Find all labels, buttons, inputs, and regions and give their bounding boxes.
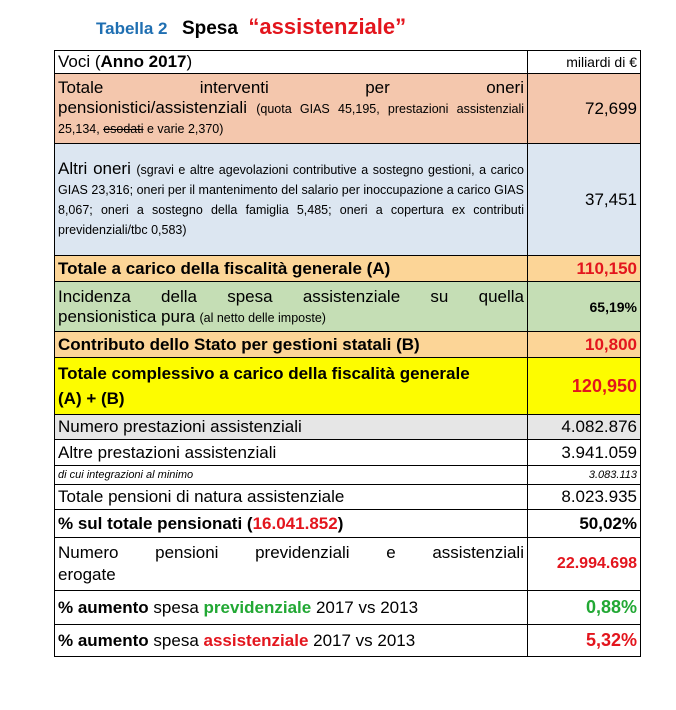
row-label: Totale a carico della fiscalità generale (A) [55, 256, 528, 282]
row-label: Altri oneri (sgravi e altre agevolazioni contributive a sostegno gestioni, a carico GIAS 23,316; oneri per il mantenimento del salario per inoccupazione a carico GIAS 8,067; oneri a sostegno della famiglia 5,485; oneri a copertura ex contributi previdenziali/tbc 0,583) [55, 144, 528, 256]
header-unit: miliardi di € [528, 51, 641, 74]
row-label: Totale pensioni di natura assistenziale [55, 485, 528, 510]
table-row [55, 466, 641, 485]
row-value: 72,699 [528, 74, 641, 144]
table-row [55, 256, 641, 282]
row-label: Totale interventi per oneri pensionistici/assistenziali (quota GIAS 45,195, prestazioni assistenziali 25,134, esodati e varie 2,370) [55, 74, 528, 144]
table-row [55, 440, 641, 466]
title-highlight: “assistenziale” [248, 14, 407, 39]
table-row [55, 591, 641, 625]
row-value: 110,150 [528, 256, 641, 282]
row-value: 50,02% [528, 510, 641, 538]
row-label: Numero pensioni previdenziali e assistenziali erogate [55, 538, 528, 591]
table-row [55, 538, 641, 591]
row-value: 65,19% [528, 282, 641, 332]
row-value: 3.941.059 [528, 440, 641, 466]
row-label: Numero prestazioni assistenziali [55, 415, 528, 440]
row-label: Incidenza della spesa assistenziale su quella pensionistica pura (al netto delle imposte) [55, 282, 528, 332]
row-value: 4.082.876 [528, 415, 641, 440]
row-label: % aumento spesa previdenziale 2017 vs 2013 [55, 591, 528, 625]
row-value: 3.083.113 [528, 466, 641, 485]
table-row [55, 625, 641, 657]
row-value: 22.994.698 [528, 538, 641, 591]
table-number: Tabella 2 [96, 19, 168, 38]
row-label: % sul totale pensionati (16.041.852) [55, 510, 528, 538]
row-value: 0,88% [528, 591, 641, 625]
table-title [96, 14, 406, 46]
row-label: Contributo dello Stato per gestioni statali (B) [55, 332, 528, 358]
row-label: Altre prestazioni assistenziali [55, 440, 528, 466]
table-row [55, 282, 641, 332]
table-row [55, 485, 641, 510]
table-row [55, 332, 641, 358]
header-year: Anno 2017 [100, 52, 187, 71]
row-label: di cui integrazioni al minimo [55, 466, 528, 485]
header-voci: Voci (Anno 2017) [55, 51, 528, 74]
row-label: Totale complessivo a carico della fiscalità generale (A) + (B) [55, 358, 528, 415]
table-row [55, 415, 641, 440]
row-value: 5,32% [528, 625, 641, 657]
row-value: 10,800 [528, 332, 641, 358]
row-value: 8.023.935 [528, 485, 641, 510]
row-value: 120,950 [528, 358, 641, 415]
row-label: % aumento spesa assistenziale 2017 vs 2013 [55, 625, 528, 657]
title-word: Spesa [181, 18, 238, 39]
pensioners-total: 16.041.852 [252, 513, 338, 533]
table-row [55, 74, 641, 144]
header-row [55, 51, 641, 74]
table-row [55, 358, 641, 415]
table-row [55, 144, 641, 256]
spending-table [54, 50, 641, 657]
row-value: 37,451 [528, 144, 641, 256]
table-row [55, 510, 641, 538]
